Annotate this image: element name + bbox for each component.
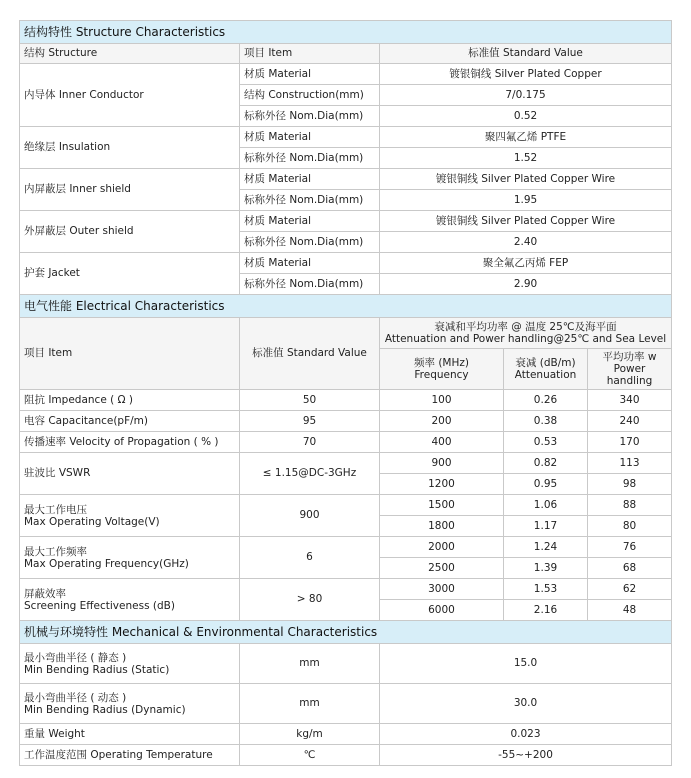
pow-cell: 48 (588, 600, 672, 621)
mech-temperature: 工作温度范围 Operating Temperature (20, 745, 240, 766)
prop-value: 50 (240, 390, 380, 411)
mech-value: 30.0 (380, 684, 672, 724)
prop-label-cn: 最大工作电压 (24, 503, 87, 516)
item-cell: 材质 Material (240, 64, 380, 85)
att-cell: 1.17 (504, 516, 588, 537)
att-cell: 0.38 (504, 411, 588, 432)
value-cell: 镀银铜线 Silver Plated Copper (380, 64, 672, 85)
prop-capacitance: 电容 Capacitance(pF/m) (20, 411, 240, 432)
pow-cell: 240 (588, 411, 672, 432)
structure-column-headers (20, 44, 672, 64)
table-row (20, 64, 672, 85)
power-col-header-en1: Power (613, 363, 646, 375)
value-cell: 聚全氟乙丙烯 FEP (380, 253, 672, 274)
table-row (20, 745, 672, 766)
spec-sheet (19, 20, 671, 766)
attenuation-header-en: Attenuation and Power handling@25℃ and Sea Level (384, 333, 667, 345)
mech-label-cn: 最小弯曲半径 ( 静态 ) (24, 651, 127, 664)
freq-cell: 900 (380, 453, 504, 474)
prop-label-en: Max Operating Frequency(GHz) (24, 557, 189, 570)
value-cell: 镀银铜线 Silver Plated Copper Wire (380, 169, 672, 190)
item-cell: 标称外径 Nom.Dia(mm) (240, 274, 380, 295)
pow-cell: 62 (588, 579, 672, 600)
attenuation-col-header-cn: 衰减 (dB/m) (515, 357, 576, 369)
value-cell: 2.90 (380, 274, 672, 295)
col-structure: 结构 Structure (20, 44, 240, 64)
group-jacket: 护套 Jacket (20, 253, 240, 295)
table-row (20, 495, 672, 516)
prop-value: 900 (240, 495, 380, 537)
power-col-header (588, 349, 672, 390)
table-row (20, 537, 672, 558)
prop-value: 6 (240, 537, 380, 579)
prop-max-frequency (20, 537, 240, 579)
att-cell: 0.53 (504, 432, 588, 453)
electrical-header-row-1 (20, 318, 672, 349)
attenuation-header (380, 318, 672, 349)
prop-label-en: Screening Effectiveness (dB) (24, 599, 175, 612)
table-row (20, 453, 672, 474)
table-row (20, 579, 672, 600)
prop-vswr: 驻波比 VSWR (20, 453, 240, 495)
item-cell: 标称外径 Nom.Dia(mm) (240, 148, 380, 169)
item-cell: 材质 Material (240, 211, 380, 232)
group-outer-shield: 外屏蔽层 Outer shield (20, 211, 240, 253)
mech-label-en: Min Bending Radius (Static) (24, 663, 170, 676)
group-inner-shield: 内屏蔽层 Inner shield (20, 169, 240, 211)
freq-cell: 1200 (380, 474, 504, 495)
item-cell: 标称外径 Nom.Dia(mm) (240, 106, 380, 127)
structure-section-header (20, 21, 672, 44)
prop-impedance: 阻抗 Impedance ( Ω ) (20, 390, 240, 411)
value-cell: 0.52 (380, 106, 672, 127)
prop-value: > 80 (240, 579, 380, 621)
table-row (20, 724, 672, 745)
mech-unit: mm (240, 684, 380, 724)
att-cell: 1.24 (504, 537, 588, 558)
item-cell: 材质 Material (240, 169, 380, 190)
col-standard-value: 标准值 Standard Value (380, 44, 672, 64)
mech-value: 0.023 (380, 724, 672, 745)
att-cell: 0.26 (504, 390, 588, 411)
att-cell: 1.53 (504, 579, 588, 600)
spec-table (19, 20, 672, 766)
item-cell: 标称外径 Nom.Dia(mm) (240, 190, 380, 211)
pow-cell: 113 (588, 453, 672, 474)
table-row (20, 169, 672, 190)
pow-cell: 170 (588, 432, 672, 453)
structure-title: 结构特性 Structure Characteristics (20, 21, 672, 44)
electrical-col-value: 标准值 Standard Value (240, 318, 380, 390)
table-row (20, 390, 672, 411)
table-row (20, 644, 672, 684)
freq-cell: 200 (380, 411, 504, 432)
attenuation-col-header (504, 349, 588, 390)
value-cell: 镀银铜线 Silver Plated Copper Wire (380, 211, 672, 232)
prop-max-voltage (20, 495, 240, 537)
item-cell: 材质 Material (240, 127, 380, 148)
att-cell: 1.39 (504, 558, 588, 579)
col-item: 项目 Item (240, 44, 380, 64)
value-cell: 7/0.175 (380, 85, 672, 106)
freq-cell: 1800 (380, 516, 504, 537)
att-cell: 1.06 (504, 495, 588, 516)
mech-bending-dynamic (20, 684, 240, 724)
prop-screening (20, 579, 240, 621)
freq-cell: 3000 (380, 579, 504, 600)
prop-value: 70 (240, 432, 380, 453)
mechanical-section-header (20, 621, 672, 644)
mech-weight: 重量 Weight (20, 724, 240, 745)
electrical-col-item: 项目 Item (20, 318, 240, 390)
freq-cell: 100 (380, 390, 504, 411)
value-cell: 2.40 (380, 232, 672, 253)
pow-cell: 80 (588, 516, 672, 537)
prop-label-cn: 屏蔽效率 (24, 587, 66, 600)
mech-unit: ℃ (240, 745, 380, 766)
pow-cell: 88 (588, 495, 672, 516)
table-row (20, 411, 672, 432)
att-cell: 2.16 (504, 600, 588, 621)
freq-cell: 2500 (380, 558, 504, 579)
value-cell: 聚四氟乙烯 PTFE (380, 127, 672, 148)
frequency-header-en: Frequency (414, 369, 469, 381)
attenuation-col-header-en: Attenuation (514, 369, 577, 381)
value-cell: 1.95 (380, 190, 672, 211)
attenuation-header-cn: 衰减和平均功率 @ 温度 25℃及海平面 (434, 321, 617, 333)
table-row (20, 432, 672, 453)
value-cell: 1.52 (380, 148, 672, 169)
mech-label-cn: 最小弯曲半径 ( 动态 ) (24, 691, 127, 704)
pow-cell: 98 (588, 474, 672, 495)
prop-label-cn: 最大工作频率 (24, 545, 87, 558)
pow-cell: 68 (588, 558, 672, 579)
mech-value: -55~+200 (380, 745, 672, 766)
electrical-title: 电气性能 Electrical Characteristics (20, 295, 672, 318)
table-row (20, 211, 672, 232)
group-inner-conductor: 内导体 Inner Conductor (20, 64, 240, 127)
group-insulation: 绝缘层 Insulation (20, 127, 240, 169)
table-row (20, 253, 672, 274)
freq-cell: 6000 (380, 600, 504, 621)
att-cell: 0.82 (504, 453, 588, 474)
mechanical-title: 机械与环境特性 Mechanical & Environmental Characteristics (20, 621, 672, 644)
att-cell: 0.95 (504, 474, 588, 495)
frequency-header-cn: 频率 (MHz) (414, 357, 469, 369)
pow-cell: 340 (588, 390, 672, 411)
freq-cell: 400 (380, 432, 504, 453)
prop-value: 95 (240, 411, 380, 432)
item-cell: 材质 Material (240, 253, 380, 274)
power-col-header-en2: handling (606, 375, 653, 387)
prop-velocity: 传播速率 Velocity of Propagation ( % ) (20, 432, 240, 453)
prop-value: ≤ 1.15@DC-3GHz (240, 453, 380, 495)
mech-unit: kg/m (240, 724, 380, 745)
mech-bending-static (20, 644, 240, 684)
power-col-header-cn: 平均功率 w (602, 351, 657, 363)
pow-cell: 76 (588, 537, 672, 558)
freq-cell: 1500 (380, 495, 504, 516)
prop-label-en: Max Operating Voltage(V) (24, 515, 160, 528)
table-row (20, 684, 672, 724)
item-cell: 结构 Construction(mm) (240, 85, 380, 106)
mech-label-en: Min Bending Radius (Dynamic) (24, 703, 186, 716)
item-cell: 标称外径 Nom.Dia(mm) (240, 232, 380, 253)
table-row (20, 127, 672, 148)
electrical-section-header (20, 295, 672, 318)
frequency-header (380, 349, 504, 390)
mech-value: 15.0 (380, 644, 672, 684)
mech-unit: mm (240, 644, 380, 684)
freq-cell: 2000 (380, 537, 504, 558)
